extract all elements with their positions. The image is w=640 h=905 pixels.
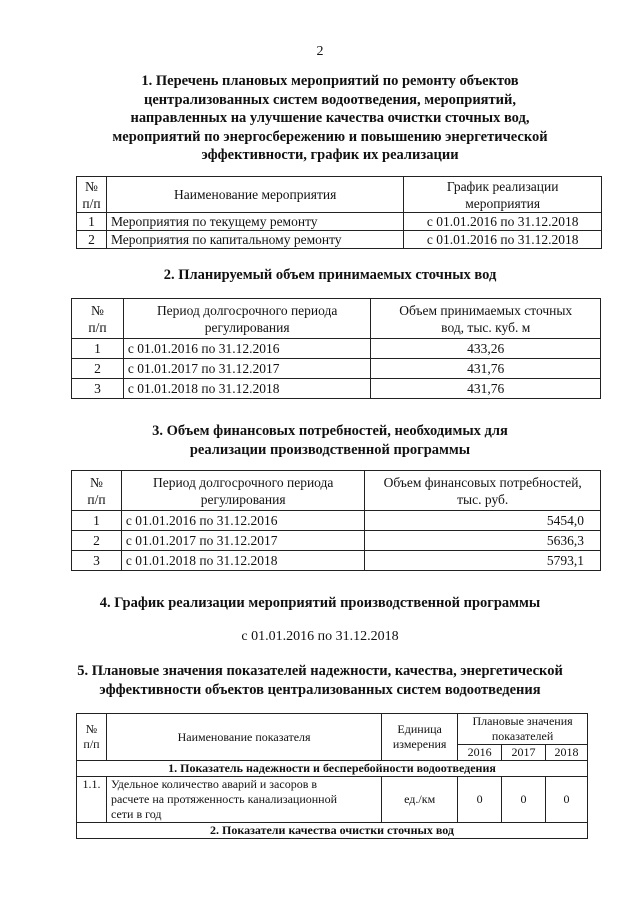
section1-title — [60, 72, 600, 165]
row-schedule: с 01.01.2016 по 31.12.2018 — [404, 213, 602, 231]
section1-title-line: эффективности, график их реализации — [201, 147, 459, 163]
row-num: 3 — [72, 551, 122, 571]
section3-title — [60, 422, 600, 459]
row-schedule: с 01.01.2016 по 31.12.2018 — [404, 231, 602, 249]
section1-title-line: 1. Перечень плановых мероприятий по ремонту объектов — [141, 73, 519, 89]
section4-title: 4. График реализации мероприятий производственной программы — [99, 595, 541, 611]
name-header: Наименование показателя — [106, 714, 381, 761]
group-row — [77, 823, 588, 839]
period-header: Период долгосрочного периода регулирования — [123, 299, 371, 339]
row-num: 2 — [72, 531, 122, 551]
year-header: 2016 — [458, 745, 502, 761]
row-value: 0 — [546, 777, 588, 823]
table-row — [77, 777, 588, 823]
section1-title-line: направленных на улучшение качества очистки сточных вод, — [130, 110, 530, 126]
section2-title: 2. Планируемый объем принимаемых сточных вод — [163, 267, 497, 283]
section5-title-line: эффективности объектов централизованных систем водоотведения — [99, 681, 541, 698]
row-period: с 01.01.2018 по 31.12.2018 — [123, 379, 371, 399]
row-num: 1.1. — [77, 777, 107, 823]
section5-title — [40, 662, 600, 699]
num-header: № п/п — [77, 177, 107, 213]
table-header-row — [72, 299, 601, 339]
section5-table — [76, 713, 588, 839]
row-num: 1 — [72, 511, 122, 531]
row-period: с 01.01.2017 по 31.12.2017 — [121, 531, 365, 551]
row-period: с 01.01.2018 по 31.12.2018 — [121, 551, 365, 571]
table-row — [72, 359, 601, 379]
name-header: Наименование мероприятия — [106, 177, 403, 213]
row-num: 3 — [72, 379, 124, 399]
row-num: 1 — [72, 339, 124, 359]
group-title: 2. Показатели качества очистки сточных вод — [77, 823, 588, 839]
num-header: № п/п — [72, 299, 124, 339]
table-header-row — [72, 471, 601, 511]
period-header: Период долгосрочного периода регулирования — [121, 471, 365, 511]
section2-table — [71, 298, 601, 399]
row-value: 5793,1 — [365, 551, 601, 571]
row-value: 433,26 — [371, 339, 601, 359]
table-row — [72, 339, 601, 359]
section3-title-line: 3. Объем финансовых потребностей, необходимых для — [152, 423, 508, 439]
row-name: Мероприятия по капитальному ремонту — [106, 231, 403, 249]
table-row — [77, 213, 602, 231]
page-number: 2 — [316, 44, 324, 59]
year-header: 2018 — [546, 745, 588, 761]
row-value: 431,76 — [371, 379, 601, 399]
section3-table — [71, 470, 601, 571]
section1-title-line: централизованных систем водоотведения, мероприятий, — [144, 91, 516, 108]
table-row — [72, 551, 601, 571]
row-num: 1 — [77, 213, 107, 231]
table-row — [72, 531, 601, 551]
unit-header: Единица измерения — [382, 714, 458, 761]
finance-header: Объем финансовых потребностей, тыс. руб. — [365, 471, 601, 511]
section5-title-line: 5. Плановые значения показателей надежности, качества, энергетической — [77, 663, 563, 679]
table-row — [72, 379, 601, 399]
row-period: с 01.01.2016 по 31.12.2016 — [121, 511, 365, 531]
row-value: 0 — [502, 777, 546, 823]
section1-table — [76, 176, 602, 249]
row-value: 5636,3 — [365, 531, 601, 551]
row-value: 0 — [458, 777, 502, 823]
schedule-header: График реализации мероприятия — [404, 177, 602, 213]
num-header: № п/п — [77, 714, 107, 761]
table-header-row — [77, 714, 588, 745]
row-unit: ед./км — [382, 777, 458, 823]
row-name: Удельное количество аварий и засоров в расчете на протяженность канализационной сети в год — [106, 777, 381, 823]
group-title: 1. Показатель надежности и бесперебойности водоотведения — [77, 761, 588, 777]
row-period: с 01.01.2017 по 31.12.2017 — [123, 359, 371, 379]
row-value: 5454,0 — [365, 511, 601, 531]
section3-title-line: реализации производственной программы — [189, 441, 471, 458]
row-name: Мероприятия по текущему ремонту — [106, 213, 403, 231]
volume-header: Объем принимаемых сточных вод, тыс. куб. м — [371, 299, 601, 339]
row-value: 431,76 — [371, 359, 601, 379]
table-row — [72, 511, 601, 531]
group-row — [77, 761, 588, 777]
year-header: 2017 — [502, 745, 546, 761]
planned-header: Плановые значения показателей — [458, 714, 588, 745]
row-period: с 01.01.2016 по 31.12.2016 — [123, 339, 371, 359]
section4-period: с 01.01.2016 по 31.12.2018 — [241, 629, 399, 644]
table-header-row — [77, 177, 602, 213]
section1-title-line: мероприятий по энергосбережению и повышению энергетической — [112, 128, 548, 145]
row-num: 2 — [77, 231, 107, 249]
table-row — [77, 231, 602, 249]
num-header: № п/п — [72, 471, 122, 511]
row-num: 2 — [72, 359, 124, 379]
